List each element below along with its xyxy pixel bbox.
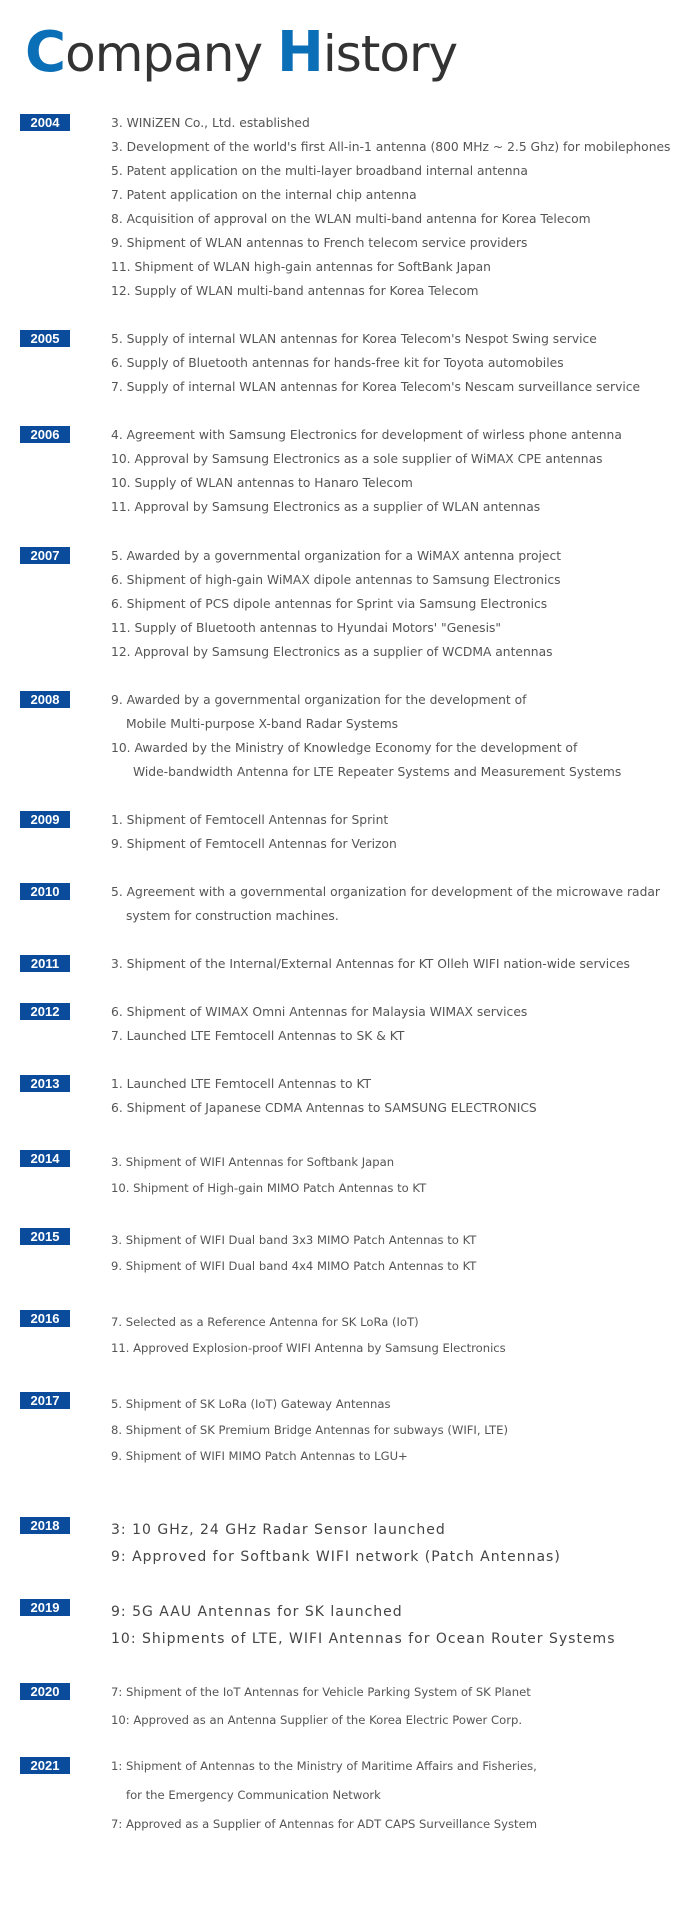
history-item: 5. Awarded by a governmental organization for a WiMAX antenna project: [111, 549, 562, 563]
history-item: 7: Shipment of the IoT Antennas for Vehicle Parking System of SK Planet: [111, 1685, 531, 1699]
history-item: 6. Shipment of Japanese CDMA Antennas to SAMSUNG ELECTRONICS: [111, 1101, 537, 1115]
year-badge: 2019: [20, 1599, 70, 1616]
history-item-continuation: for the Emergency Communication Network: [126, 1788, 381, 1802]
history-item: 3. Shipment of the Internal/External Antennas for KT Olleh WIFI nation-wide services: [111, 957, 630, 971]
history-item: 5. Shipment of SK LoRa (IoT) Gateway Antennas: [111, 1397, 391, 1411]
year-badge: 2007: [20, 547, 70, 564]
history-item: 11. Approval by Samsung Electronics as a supplier of WLAN antennas: [111, 500, 541, 514]
year-badge: 2016: [20, 1310, 70, 1327]
history-item: 7. Patent application on the internal chip antenna: [111, 188, 417, 202]
year-badge: 2017: [20, 1392, 70, 1409]
year-badge: 2008: [20, 691, 70, 708]
year-badge: 2013: [20, 1075, 70, 1092]
history-item: 10. Awarded by the Ministry of Knowledge Economy for the development of: [111, 741, 578, 755]
history-item: 9: 5G AAU Antennas for SK launched: [111, 1604, 403, 1620]
title-initial-c: C: [25, 20, 66, 85]
history-item-continuation: system for construction machines.: [126, 909, 339, 923]
history-item: 10. Approval by Samsung Electronics as a sole supplier of WiMAX CPE antennas: [111, 452, 603, 466]
history-item: 1. Launched LTE Femtocell Antennas to KT: [111, 1077, 372, 1091]
history-item: 7: Approved as a Supplier of Antennas for ADT CAPS Surveillance System: [111, 1817, 538, 1831]
history-item: 3: 10 GHz, 24 GHz Radar Sensor launched: [111, 1522, 446, 1538]
title-text-part2: istory: [322, 25, 458, 83]
year-badge: 2005: [20, 330, 70, 347]
history-item: 8. Shipment of SK Premium Bridge Antennas for subways (WIFI, LTE): [111, 1423, 508, 1437]
history-item: 5. Agreement with a governmental organization for development of the microwave radar: [111, 885, 660, 899]
history-item: 10: Approved as an Antenna Supplier of the Korea Electric Power Corp.: [111, 1713, 523, 1727]
history-item: 3. Development of the world's first All-in-1 antenna (800 MHz ~ 2.5 Ghz) for mobilephones: [111, 140, 671, 154]
title-text-part1: ompany: [65, 25, 277, 83]
history-item: 9: Approved for Softbank WIFI network (Patch Antennas): [111, 1549, 561, 1565]
history-item: 12. Approval by Samsung Electronics as a supplier of WCDMA antennas: [111, 645, 553, 659]
history-item: 7. Selected as a Reference Antenna for SK LoRa (IoT): [111, 1315, 419, 1329]
history-item: 6. Shipment of PCS dipole antennas for Sprint via Samsung Electronics: [111, 597, 548, 611]
history-item: 6. Shipment of high-gain WiMAX dipole antennas to Samsung Electronics: [111, 573, 561, 587]
year-badge: 2018: [20, 1517, 70, 1534]
year-badge: 2011: [20, 955, 70, 972]
page-title: [25, 22, 457, 85]
history-item: 7. Supply of internal WLAN antennas for Korea Telecom's Nescam surveillance service: [111, 380, 641, 394]
history-item: 9. Awarded by a governmental organization for the development of: [111, 693, 527, 707]
history-item: 9. Shipment of WIFI MIMO Patch Antennas to LGU+: [111, 1449, 408, 1463]
history-item: 5. Patent application on the multi-layer broadband internal antenna: [111, 164, 528, 178]
history-item: 1: Shipment of Antennas to the Ministry of Maritime Affairs and Fisheries,: [111, 1759, 537, 1773]
history-item: 9. Shipment of WIFI Dual band 4x4 MIMO Patch Antennas to KT: [111, 1259, 477, 1273]
history-item: 8. Acquisition of approval on the WLAN multi-band antenna for Korea Telecom: [111, 212, 591, 226]
history-item: 3. Shipment of WIFI Dual band 3x3 MIMO Patch Antennas to KT: [111, 1233, 477, 1247]
title-initial-h: H: [276, 20, 323, 85]
history-item-continuation: Mobile Multi-purpose X-band Radar Systems: [126, 717, 399, 731]
year-badge: 2021: [20, 1757, 70, 1774]
history-item: 6. Shipment of WIMAX Omni Antennas for Malaysia WIMAX services: [111, 1005, 528, 1019]
year-badge: 2010: [20, 883, 70, 900]
history-item: 10. Supply of WLAN antennas to Hanaro Telecom: [111, 476, 413, 490]
year-badge: 2015: [20, 1228, 70, 1245]
history-item: 11. Supply of Bluetooth antennas to Hyundai Motors' "Genesis": [111, 621, 502, 635]
year-badge: 2009: [20, 811, 70, 828]
history-item: 10. Shipment of High-gain MIMO Patch Antennas to KT: [111, 1181, 427, 1195]
history-item: 6. Supply of Bluetooth antennas for hands-free kit for Toyota automobiles: [111, 356, 564, 370]
year-badge: 2014: [20, 1150, 70, 1167]
history-item: 5. Supply of internal WLAN antennas for Korea Telecom's Nespot Swing service: [111, 332, 597, 346]
history-item: 4. Agreement with Samsung Electronics for development of wirless phone antenna: [111, 428, 622, 442]
year-badge: 2006: [20, 426, 70, 443]
history-item: 12. Supply of WLAN multi-band antennas for Korea Telecom: [111, 284, 479, 298]
year-badge: 2004: [20, 114, 70, 131]
history-item: 11. Shipment of WLAN high-gain antennas for SoftBank Japan: [111, 260, 491, 274]
history-item: 10: Shipments of LTE, WIFI Antennas for Ocean Router Systems: [111, 1631, 616, 1647]
history-item: 1. Shipment of Femtocell Antennas for Sprint: [111, 813, 389, 827]
history-item-continuation: Wide-bandwidth Antenna for LTE Repeater Systems and Measurement Systems: [133, 765, 622, 779]
history-item: 11. Approved Explosion-proof WIFI Antenna by Samsung Electronics: [111, 1341, 506, 1355]
history-item: 3. Shipment of WIFI Antennas for Softbank Japan: [111, 1155, 395, 1169]
year-badge: 2020: [20, 1683, 70, 1700]
year-badge: 2012: [20, 1003, 70, 1020]
history-item: 7. Launched LTE Femtocell Antennas to SK & KT: [111, 1029, 405, 1043]
history-item: 3. WINiZEN Co., Ltd. established: [111, 116, 310, 130]
history-item: 9. Shipment of WLAN antennas to French telecom service providers: [111, 236, 528, 250]
history-item: 9. Shipment of Femtocell Antennas for Verizon: [111, 837, 397, 851]
